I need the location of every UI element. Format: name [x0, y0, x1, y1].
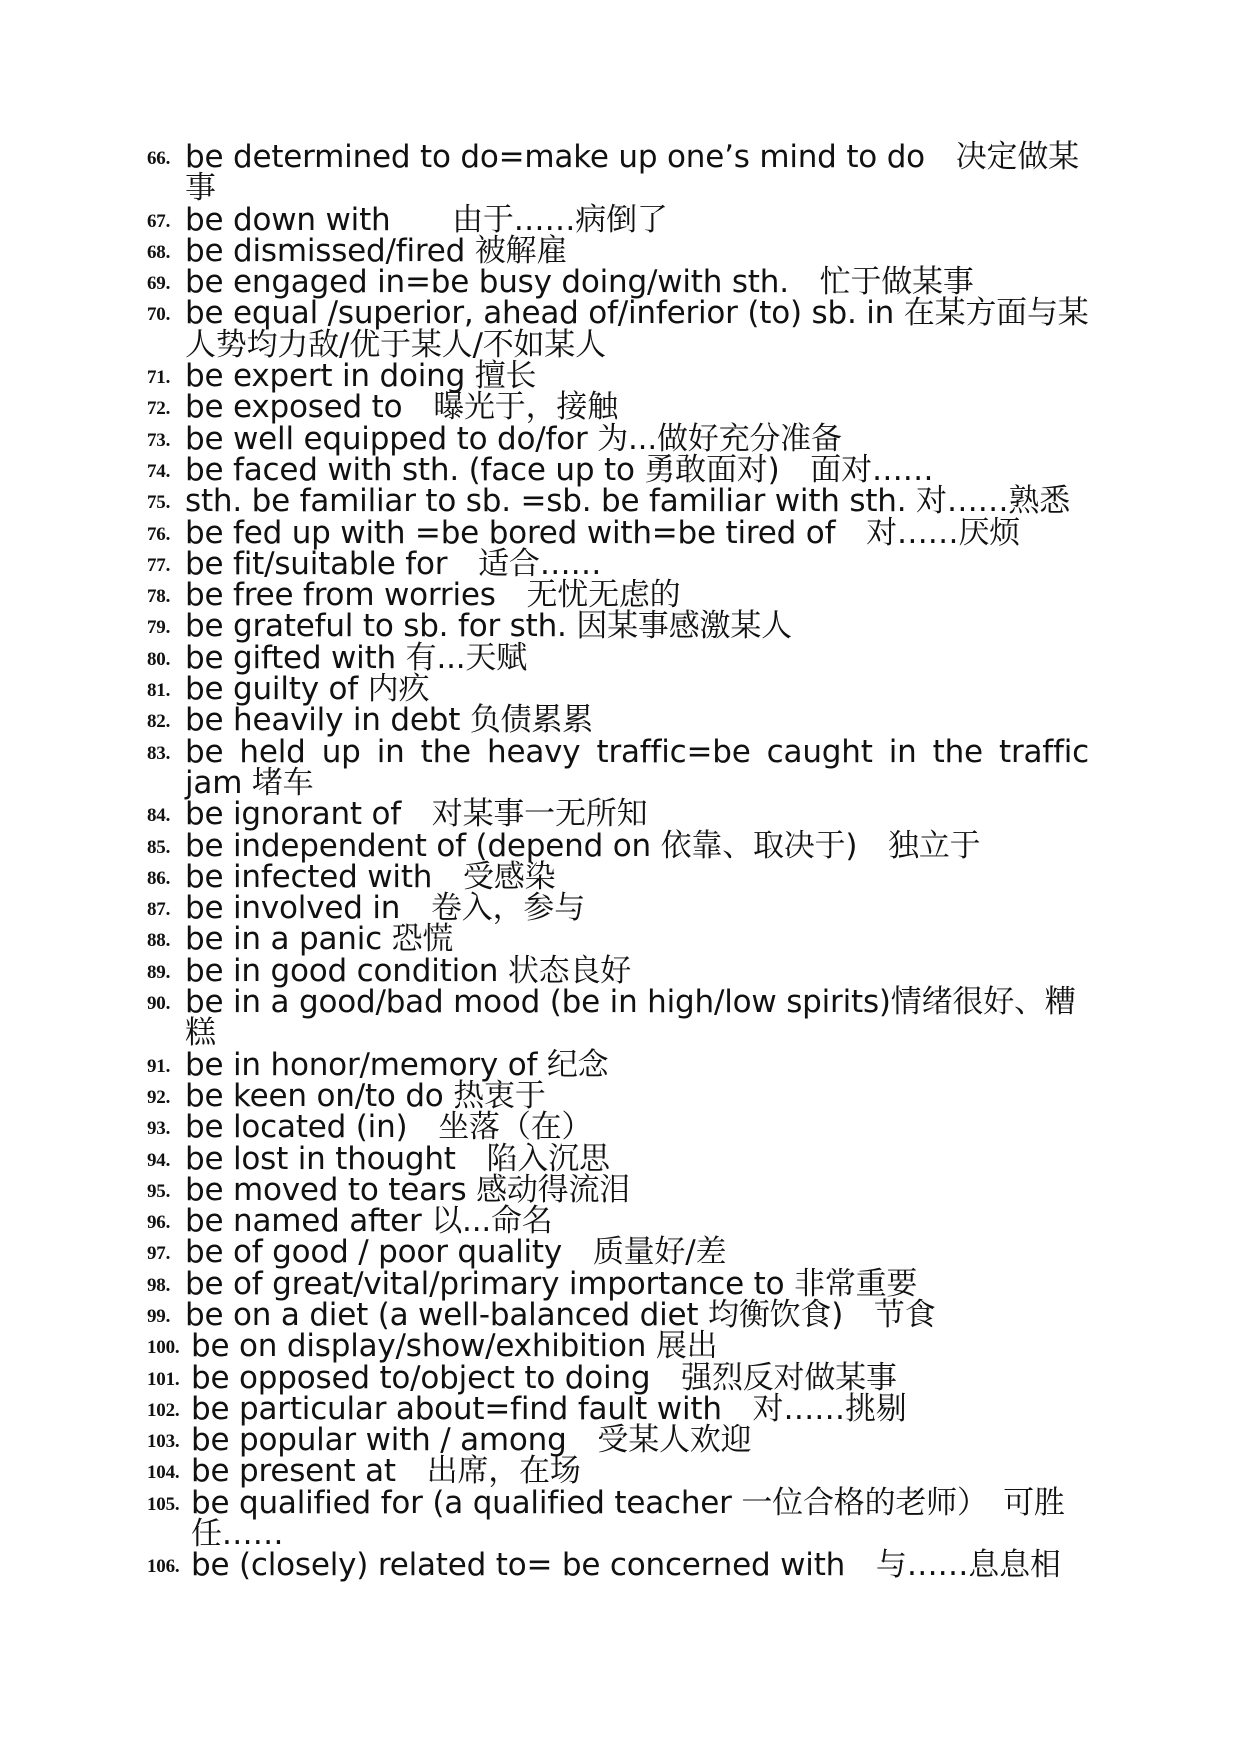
item-text: be (closely) related to= be concerned with 与……息息相 [191, 1547, 1061, 1584]
item-text: be named after 以...命名 [185, 1203, 553, 1240]
list-item [147, 1453, 1089, 1490]
item-text: be involved in 卷入，参与 [185, 890, 585, 927]
list-item [147, 1547, 1089, 1584]
item-text: be in honor/memory of 纪念 [185, 1046, 609, 1083]
item-text: be ignorant of 对某事一无所知 [185, 796, 648, 833]
list-item [147, 295, 1089, 363]
item-number: 72. [147, 398, 171, 420]
item-number: 105. [147, 1493, 180, 1515]
list-item [147, 514, 1089, 551]
list-item [147, 232, 1089, 269]
item-text: be expert in doing 擅长 [185, 358, 537, 395]
item-number: 71. [147, 367, 171, 389]
item-text: be determined to do=make up one’s mind to do 决定做某事 [185, 139, 1079, 207]
list-item [147, 1109, 1089, 1146]
item-text: be equal /superior, ahead of/inferior (to) sb. in 在某方面与某人势均力敌/优于某人/不如某人 [185, 295, 1089, 363]
item-text: sth. be familiar to sb. =sb. be familiar with sth. 对……熟悉 [185, 483, 1071, 520]
item-number: 97. [147, 1243, 171, 1265]
list-item [147, 264, 1089, 301]
list-item [147, 1328, 1089, 1365]
list-item [147, 733, 1089, 801]
item-text: be popular with / among 受某人欢迎 [191, 1422, 752, 1459]
item-text: be exposed to 曝光于，接触 [185, 389, 618, 426]
item-text: be dismissed/fired 被解雇 [185, 232, 568, 269]
item-number: 76. [147, 523, 171, 545]
item-number: 96. [147, 1212, 171, 1234]
list-item [147, 1296, 1089, 1333]
item-text: be independent of (depend on 依靠、取决于) 独立于 [185, 827, 981, 864]
list-item [147, 577, 1089, 614]
item-number: 95. [147, 1180, 171, 1202]
item-number: 103. [147, 1431, 180, 1453]
list-item [147, 1171, 1089, 1208]
item-text: be opposed to/object to doing 强烈反对做某事 [191, 1359, 897, 1396]
item-number: 80. [147, 648, 171, 670]
item-number: 66. [147, 148, 171, 169]
item-text: be held up in the heavy traffic=be caught in the traffic jam 堵车 [185, 733, 1089, 801]
item-number: 101. [147, 1368, 180, 1390]
list-item [147, 358, 1089, 395]
list-item [147, 545, 1089, 582]
item-number: 89. [147, 961, 171, 983]
list-item [147, 451, 1089, 488]
item-number: 86. [147, 867, 171, 889]
item-text: be lost in thought 陷入沉思 [185, 1140, 610, 1177]
item-number: 74. [147, 460, 171, 482]
item-text: be present at 出席，在场 [191, 1453, 581, 1490]
item-number: 75. [147, 492, 171, 514]
list-item [147, 702, 1089, 739]
item-number: 92. [147, 1086, 171, 1108]
list-item [147, 1359, 1089, 1396]
item-number: 88. [147, 930, 171, 952]
list-item [147, 201, 1089, 238]
list-item [147, 827, 1089, 864]
item-number: 93. [147, 1118, 171, 1140]
item-text: be down with 由于……病倒了 [185, 201, 668, 238]
list-item [147, 420, 1089, 457]
item-text: be in a panic 恐慌 [185, 921, 454, 958]
list-item [147, 1484, 1089, 1553]
item-text: be of great/vital/primary importance to 非常重要 [185, 1265, 918, 1302]
item-text: be grateful to sb. for sth. 因某事感激某人 [185, 608, 792, 645]
list-item [147, 139, 1089, 207]
item-number: 82. [147, 711, 171, 733]
item-number: 91. [147, 1055, 171, 1077]
list-item [147, 796, 1089, 833]
item-number: 84. [147, 805, 171, 827]
list-item [147, 389, 1089, 426]
item-text: be moved to tears 感动得流泪 [185, 1171, 631, 1208]
item-text: be fed up with =be bored with=be tired of 对……厌烦 [185, 514, 1021, 551]
item-text: be keen on/to do 热衷于 [185, 1077, 546, 1114]
list-item [147, 1422, 1089, 1459]
item-text: be in a good/bad mood (be in high/low spirits)情绪很好、糟糕 [185, 984, 1076, 1052]
vocabulary-list [147, 139, 1089, 1584]
item-number: 98. [147, 1274, 171, 1296]
item-number: 94. [147, 1149, 171, 1171]
list-item [147, 671, 1089, 708]
list-item [147, 639, 1089, 676]
item-number: 69. [147, 273, 171, 295]
item-text: be on a diet (a well-balanced diet 均衡饮食) 节食 [185, 1296, 936, 1333]
item-number: 73. [147, 429, 171, 451]
item-text: be qualified for (a qualified teacher 一位合格的老师） 可胜任…… [191, 1484, 1065, 1553]
item-text: be in good condition 状态良好 [185, 952, 632, 989]
list-item [147, 1265, 1089, 1302]
list-item [147, 921, 1089, 958]
item-number: 78. [147, 586, 171, 608]
item-number: 99. [147, 1305, 171, 1327]
list-item [147, 1046, 1089, 1083]
item-number: 81. [147, 680, 171, 702]
item-text: be free from worries 无忧无虑的 [185, 577, 681, 614]
list-item [147, 1203, 1089, 1240]
item-number: 87. [147, 899, 171, 921]
item-number: 68. [147, 241, 171, 263]
list-item [147, 483, 1089, 520]
list-item [147, 1077, 1089, 1114]
item-number: 67. [147, 210, 171, 232]
item-number: 106. [147, 1556, 180, 1578]
item-number: 83. [147, 742, 171, 764]
item-number: 70. [147, 304, 171, 326]
item-text: be particular about=find fault with 对……挑剔 [191, 1390, 907, 1427]
item-number: 104. [147, 1462, 180, 1484]
list-item [147, 952, 1089, 989]
item-text: be infected with 受感染 [185, 858, 556, 895]
list-item [147, 984, 1089, 1052]
item-text: be fit/suitable for 适合…… [185, 545, 602, 582]
item-number: 77. [147, 554, 171, 576]
item-text: be guilty of 内疚 [185, 671, 430, 708]
item-text: be well equipped to do/for 为...做好充分准备 [185, 420, 842, 457]
item-number: 85. [147, 836, 171, 858]
item-text: be on display/show/exhibition 展出 [191, 1328, 718, 1365]
list-item [147, 1390, 1089, 1427]
item-number: 100. [147, 1337, 180, 1359]
list-item [147, 890, 1089, 927]
item-text: be heavily in debt 负债累累 [185, 702, 594, 739]
list-item [147, 608, 1089, 645]
item-text: be engaged in=be busy doing/with sth. 忙于做某事 [185, 264, 974, 301]
item-text: be gifted with 有...天赋 [185, 639, 528, 676]
list-item [147, 1234, 1089, 1271]
item-number: 79. [147, 617, 171, 639]
item-text: be of good / poor quality 质量好/差 [185, 1234, 727, 1271]
item-text: be faced with sth. (face up to 勇敢面对) 面对…… [185, 451, 934, 488]
item-text: be located (in) 坐落（在） [185, 1109, 593, 1146]
list-item [147, 1140, 1089, 1177]
item-number: 102. [147, 1399, 180, 1421]
item-number: 90. [147, 993, 171, 1015]
list-item [147, 858, 1089, 895]
